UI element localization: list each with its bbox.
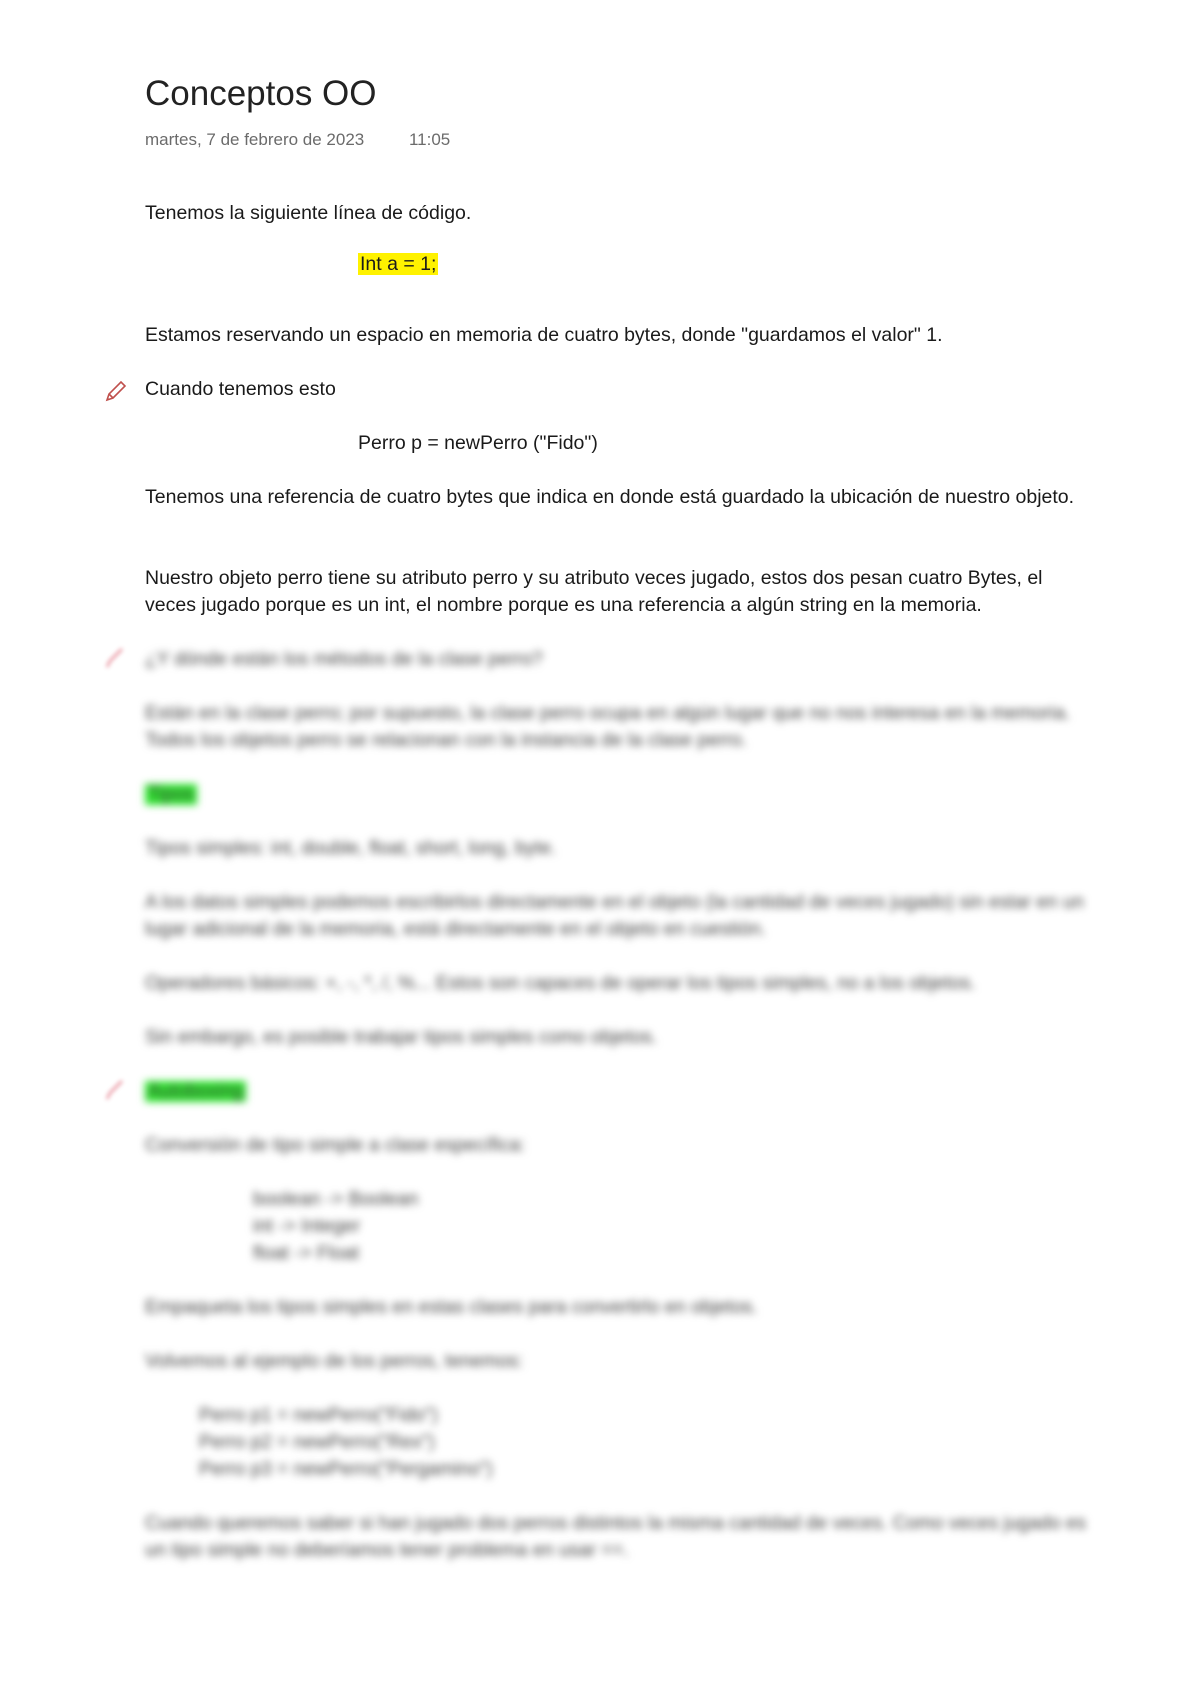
- note-title[interactable]: Conceptos OO: [145, 74, 377, 113]
- blurred-list-item[interactable]: int -> Integer: [253, 1216, 361, 1237]
- paragraph[interactable]: Cuando tenemos esto: [145, 378, 336, 400]
- code-line[interactable]: Perro p = newPerro ("Fido"): [358, 432, 598, 454]
- heading-autoboxing: Autoboxing: [145, 1081, 246, 1102]
- blurred-paragraph[interactable]: Sin embargo, es posible trabajar tipos simples como objetos.: [145, 1027, 658, 1048]
- paragraph[interactable]: Nuestro objeto perro tiene su atributo perro y su atributo veces jugado, estos dos pesan cuatro Bytes, el veces jugado porque es un int, el nombre porque es una referencia a algún string en la memoria.: [145, 567, 1043, 616]
- paragraph[interactable]: Tenemos la siguiente línea de código.: [145, 202, 472, 224]
- note-meta: [145, 130, 450, 150]
- blurred-paragraph[interactable]: Cuando queremos saber si han jugado dos perros distintos la misma cantidad de veces. Como veces jugado es un tipo simple no deberíamos tener problema en usar ==.: [145, 1513, 1087, 1561]
- pen-annotation-icon[interactable]: [104, 1078, 128, 1102]
- blurred-paragraph[interactable]: Conversión de tipo simple a clase específica:: [145, 1135, 526, 1156]
- blurred-paragraph[interactable]: Están en la clase perro; por supuesto, la clase perro ocupa en algún lugar que no nos interesa en la memoria. Todos los objetos perro se relacionan con la instancia de la clase perro.: [145, 703, 1071, 751]
- blurred-list-item[interactable]: Perro p1 = newPerro("Fido"): [199, 1405, 438, 1426]
- pen-annotation-icon[interactable]: [104, 379, 128, 403]
- blurred-heading[interactable]: [145, 781, 197, 808]
- note-date: martes, 7 de febrero de 2023: [145, 130, 365, 149]
- blurred-paragraph[interactable]: Tipos simples: int, double, float, short, long, byte.: [145, 838, 557, 859]
- blurred-paragraph[interactable]: Operadores básicos: +, -, *, /, %... Estos son capaces de operar los tipos simples, no a los objetos.: [145, 973, 976, 994]
- code-line[interactable]: [358, 251, 438, 278]
- blurred-list-item[interactable]: Perro p2 = newPerro("Rex"): [199, 1432, 435, 1453]
- pen-annotation-icon[interactable]: [104, 646, 128, 670]
- blurred-heading[interactable]: [145, 1078, 246, 1105]
- paragraph[interactable]: Tenemos una referencia de cuatro bytes que indica en donde está guardado la ubicación de nuestro objeto.: [145, 486, 1075, 508]
- highlighted-code: Int a = 1;: [360, 253, 437, 275]
- blurred-paragraph[interactable]: Volvemos al ejemplo de los perros, tenemos:: [145, 1351, 524, 1372]
- blurred-list-item[interactable]: float -> Float: [253, 1243, 360, 1264]
- paragraph[interactable]: Estamos reservando un espacio en memoria de cuatro bytes, donde "guardamos el valor" 1.: [145, 324, 943, 346]
- blurred-question[interactable]: ¿Y dónde están los métodos de la clase perro?: [145, 649, 543, 670]
- blurred-list-item[interactable]: Perro p3 = newPerro("Pergamino"): [199, 1459, 493, 1480]
- note-time: 11:05: [408, 130, 451, 149]
- blurred-paragraph[interactable]: A los datos simples podemos escribirlos directamente en el objeto (la cantidad de veces jugado) sin estar en un lugar adicional de la memoria, está directamente en el objeto en cuestión.: [145, 892, 1084, 940]
- heading-tipos: Tipos: [145, 784, 197, 805]
- blurred-list-item[interactable]: boolean -> Boolean: [253, 1189, 419, 1210]
- blurred-paragraph[interactable]: Empaqueta los tipos simples en estas clases para convertirlo en objetos.: [145, 1297, 758, 1318]
